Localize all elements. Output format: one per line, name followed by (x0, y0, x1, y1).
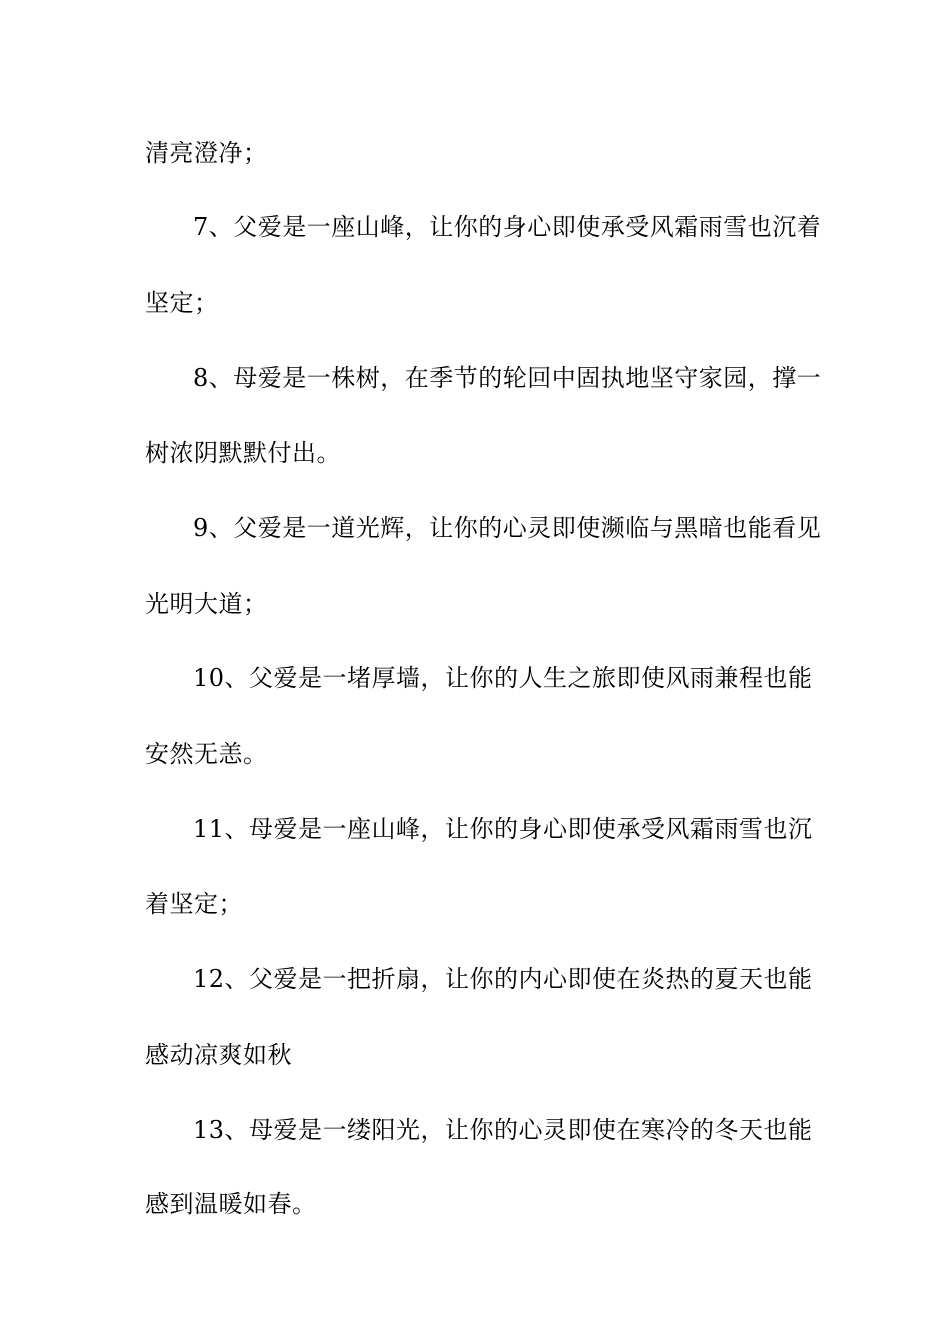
text-line: 坚定； (145, 289, 219, 317)
paragraph-line: 9、父爱是一道光辉，让你的心灵即使濒临与黑暗也能看见 (193, 514, 822, 542)
text-line: 清亮澄净； (145, 139, 268, 167)
text-line: 光明大道； (145, 590, 268, 618)
paragraph-line: 10、父爱是一堵厚墙，让你的人生之旅即使风雨兼程也能 (193, 664, 813, 692)
text-line: 树浓阴默默付出。 (145, 439, 341, 467)
text-line: 感动凉爽如秋 (145, 1041, 292, 1069)
paragraph-line: 11、母爱是一座山峰，让你的身心即使承受风霜雨雪也沉 (193, 815, 813, 843)
text-line: 着坚定； (145, 890, 243, 918)
paragraph-line: 12、父爱是一把折扇，让你的内心即使在炎热的夏天也能 (193, 965, 813, 993)
text-line: 安然无恙。 (145, 740, 268, 768)
paragraph-line: 8、母爱是一株树，在季节的轮回中固执地坚守家园，撑一 (193, 364, 822, 392)
text-line: 感到温暖如春。 (145, 1190, 317, 1218)
paragraph-line: 7、父爱是一座山峰，让你的身心即使承受风霜雨雪也沉着 (193, 213, 822, 241)
paragraph-line: 13、母爱是一缕阳光，让你的心灵即使在寒冷的冬天也能 (193, 1116, 813, 1144)
